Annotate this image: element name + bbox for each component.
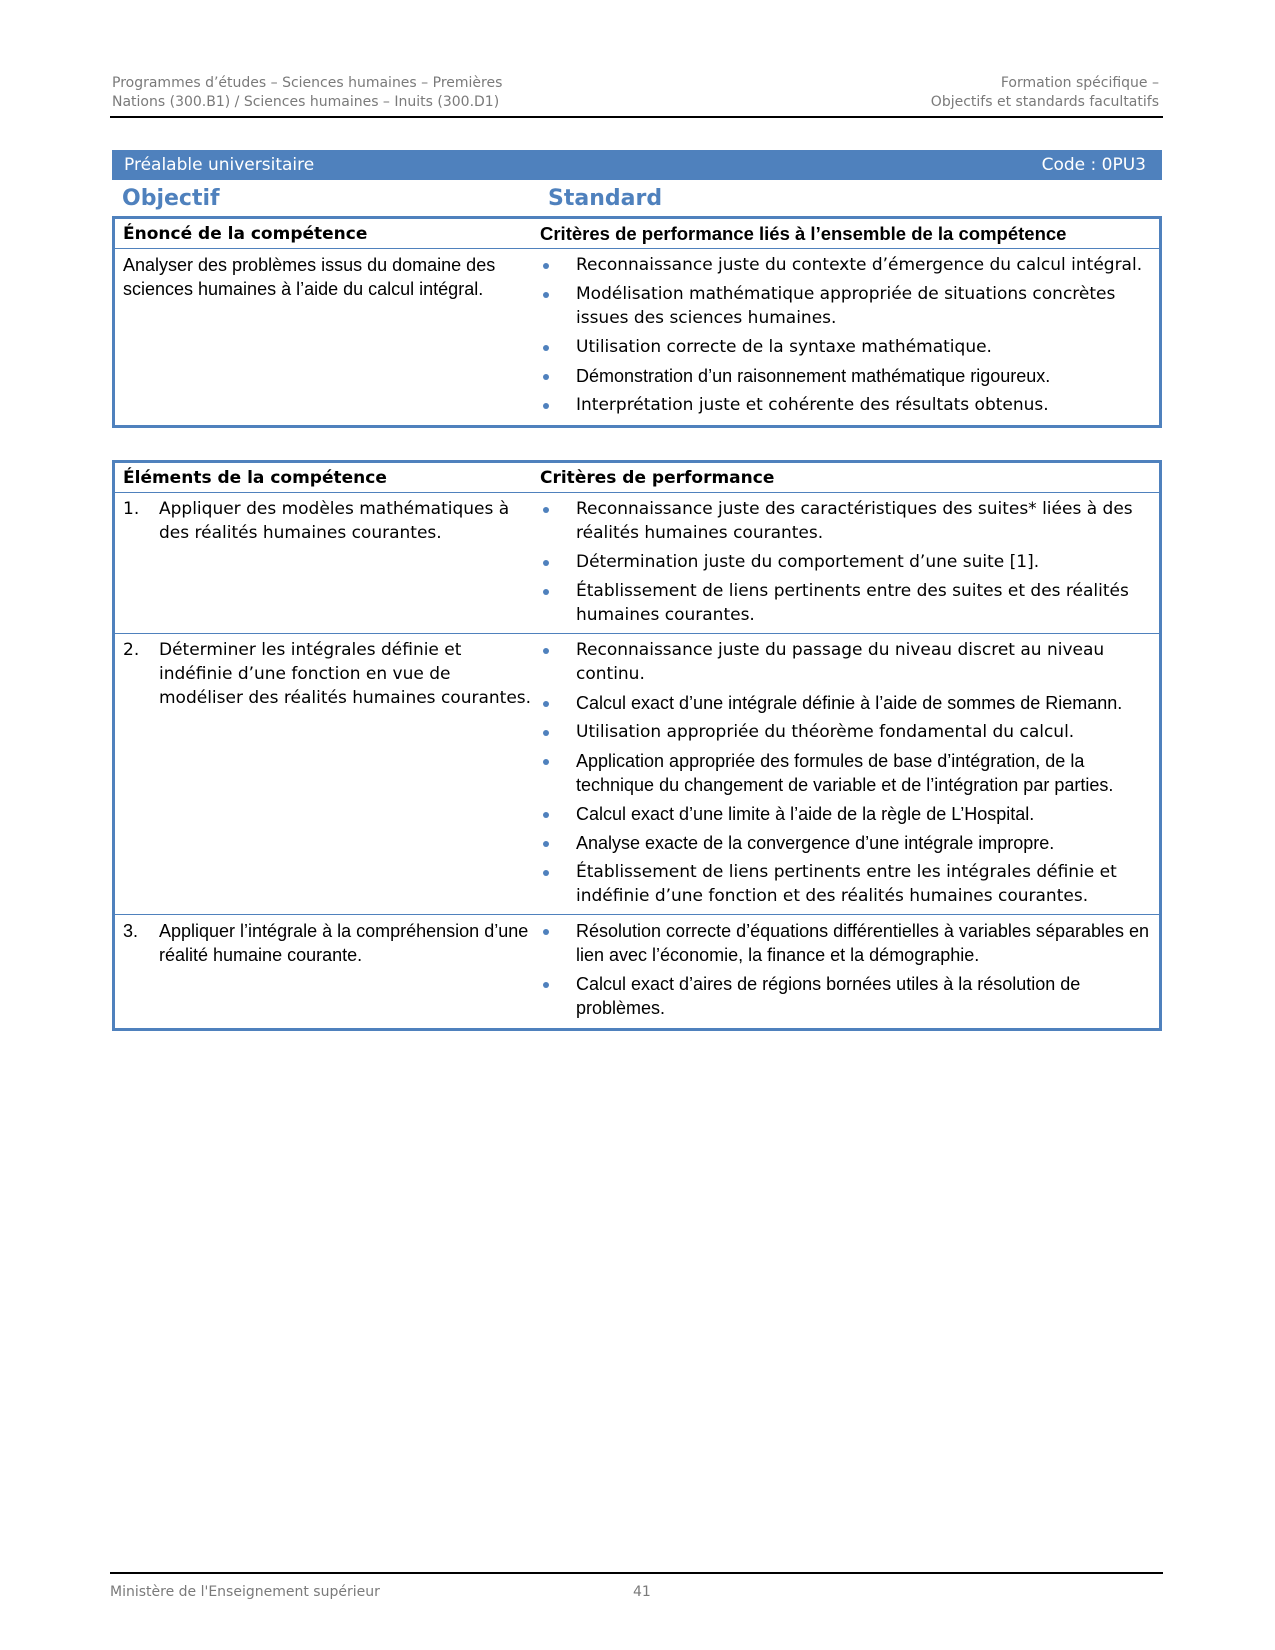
element-row-3 xyxy=(115,915,1159,1028)
criteria-item: Reconnaissance juste du contexte d’émergence du calcul intégral. xyxy=(540,253,1151,277)
element-text: Appliquer des modèles mathématiques à des réalités humaines courantes. xyxy=(159,499,510,543)
global-criteria-header: Critères de performance liés à l’ensemble de la compétence xyxy=(540,223,1067,244)
criteria-item: Démonstration d’un raisonnement mathématique rigoureux. xyxy=(540,364,1151,388)
column-titles xyxy=(112,182,1162,216)
elements-table-header xyxy=(115,463,1159,493)
criteria-item: Établissement de liens pertinents entre les intégrales définie et indéfinie d’une fonction et des réalités humaines courantes. xyxy=(540,860,1151,908)
element-row-1 xyxy=(115,493,1159,634)
header-left-line-2: Nations (300.B1) / Sciences humaines – Inuits (300.D1) xyxy=(112,94,500,110)
criteria-item: Calcul exact d’une intégrale définie à l’aide de sommes de Riemann. xyxy=(540,691,1151,715)
page-header xyxy=(110,74,1163,118)
page-number: 41 xyxy=(633,1584,651,1600)
criteria-list xyxy=(540,497,1151,627)
header-right-line-1: Formation spécifique – xyxy=(1000,75,1159,91)
header-program-title xyxy=(112,74,502,112)
bullet-icon xyxy=(543,701,549,707)
global-criteria-list xyxy=(540,253,1151,417)
bullet-icon xyxy=(543,403,549,409)
bullet-icon xyxy=(543,345,549,351)
element-item xyxy=(123,497,532,545)
competence-statement: Analyser des problèmes issus du domaine des sciences humaines à l’aide du calcul intégral. xyxy=(123,255,496,299)
elements-header: Éléments de la compétence xyxy=(123,468,387,488)
criteria-item: Utilisation correcte de la syntaxe mathématique. xyxy=(540,335,1151,359)
bullet-icon xyxy=(543,507,549,513)
criteria-item: Résolution correcte d’équations différentielles à variables séparables en lien avec l’économie, la finance et la démographie. xyxy=(540,919,1151,967)
criteria-item: Calcul exact d’une limite à l’aide de la règle de L’Hospital. xyxy=(540,802,1151,826)
criteria-list xyxy=(540,638,1151,908)
competence-row xyxy=(115,249,1159,425)
footer-ministry: Ministère de l'Enseignement supérieur xyxy=(110,1584,380,1600)
element-text: Appliquer l’intégrale à la compréhension d’une réalité humaine courante. xyxy=(159,921,529,965)
bullet-icon xyxy=(543,263,549,269)
criteria-item: Utilisation appropriée du théorème fondamental du calcul. xyxy=(540,720,1151,744)
bullet-icon xyxy=(543,560,549,566)
objectif-title: Objectif xyxy=(122,186,220,211)
header-section-title xyxy=(931,74,1159,112)
statement-header: Énoncé de la compétence xyxy=(123,224,368,244)
criteria-item: Analyse exacte de la convergence d’une intégrale impropre. xyxy=(540,831,1151,855)
criteria-item: Établissement de liens pertinents entre des suites et des réalités humaines courantes. xyxy=(540,579,1151,627)
competence-table-header xyxy=(115,219,1159,249)
element-number: 1. xyxy=(123,499,140,519)
criteria-list xyxy=(540,919,1151,1020)
bullet-icon xyxy=(543,982,549,988)
criteria-item: Application appropriée des formules de base d’intégration, de la technique du changement de variable et de l’intégration par parties. xyxy=(540,749,1151,797)
performance-criteria-header: Critères de performance xyxy=(540,468,775,488)
header-left-line-1: Programmes d’études – Sciences humaines – Premières xyxy=(112,75,503,91)
bullet-icon xyxy=(543,374,549,380)
criteria-item: Interprétation juste et cohérente des résultats obtenus. xyxy=(540,393,1151,417)
bullet-icon xyxy=(543,841,549,847)
element-number: 3. xyxy=(123,921,139,941)
bullet-icon xyxy=(543,870,549,876)
element-number: 2. xyxy=(123,640,140,660)
bullet-icon xyxy=(543,589,549,595)
elements-table xyxy=(112,460,1162,1031)
course-banner xyxy=(112,150,1162,180)
bullet-icon xyxy=(543,759,549,765)
competence-table xyxy=(112,216,1162,428)
element-item xyxy=(123,919,532,967)
banner-title: Préalable universitaire xyxy=(124,155,315,175)
bullet-icon xyxy=(543,812,549,818)
criteria-item: Calcul exact d’aires de régions bornées utiles à la résolution de problèmes. xyxy=(540,972,1151,1020)
bullet-icon xyxy=(543,730,549,736)
element-item xyxy=(123,638,532,710)
bullet-icon xyxy=(543,648,549,654)
bullet-icon xyxy=(543,929,549,935)
header-right-line-2: Objectifs et standards facultatifs xyxy=(930,94,1159,110)
standard-title: Standard xyxy=(548,186,663,211)
criteria-item: Reconnaissance juste du passage du niveau discret au niveau continu. xyxy=(540,638,1151,686)
page-footer xyxy=(110,1572,1163,1602)
bullet-icon xyxy=(543,292,549,298)
criteria-item: Modélisation mathématique appropriée de situations concrètes issues des sciences humaines. xyxy=(540,282,1151,330)
criteria-item: Reconnaissance juste des caractéristiques des suites* liées à des réalités humaines courantes. xyxy=(540,497,1151,545)
criteria-item: Détermination juste du comportement d’une suite [1]. xyxy=(540,550,1151,574)
element-text: Déterminer les intégrales définie et indéfinie d’une fonction en vue de modéliser des réalités humaines courantes. xyxy=(159,640,532,708)
course-code: Code : 0PU3 xyxy=(1041,155,1146,175)
element-row-2 xyxy=(115,634,1159,915)
